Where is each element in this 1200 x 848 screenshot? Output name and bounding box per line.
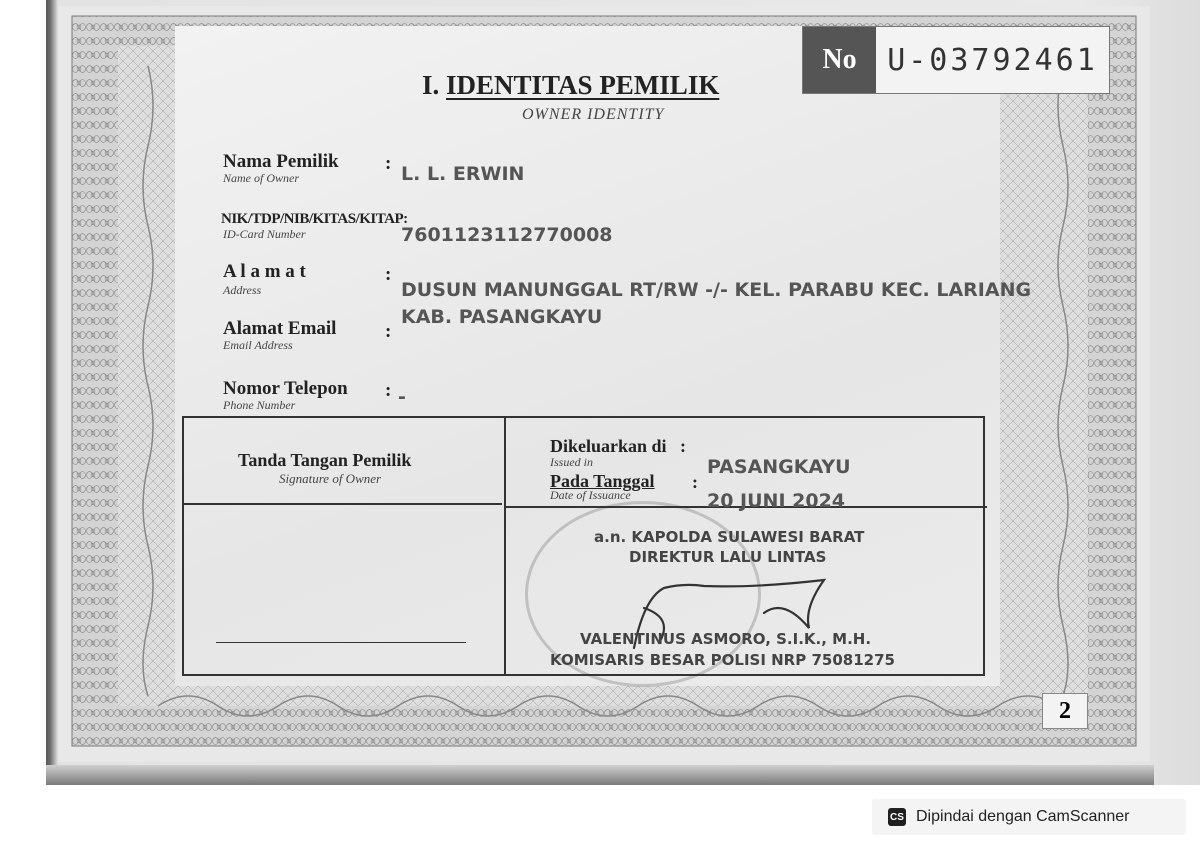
owner-signature-line	[216, 642, 466, 643]
issue-date-value: 20 JUNI 2024	[707, 490, 846, 512]
email-label: Alamat Email	[223, 318, 337, 339]
issued-in-value: PASANGKAYU	[707, 456, 851, 478]
colon: :	[385, 321, 392, 342]
signature-table	[182, 416, 985, 676]
address-value-line2: KAB. PASANGKAYU	[401, 306, 603, 328]
authority-line-2: DIREKTUR LALU LINTAS	[629, 548, 827, 566]
email-sublabel: Email Address	[223, 338, 293, 352]
address-label: A l a m a t	[223, 261, 306, 282]
title-numeral: I.	[422, 70, 440, 100]
address-sublabel: Address	[223, 283, 262, 297]
official-rank: KOMISARIS BESAR POLISI NRP 75081275	[550, 651, 895, 669]
section-subtitle: OWNER IDENTITY	[522, 106, 665, 123]
colon: :	[692, 472, 698, 492]
colon: :	[385, 153, 392, 174]
colon: :	[680, 436, 686, 456]
issue-date-label: Pada Tanggal	[550, 471, 655, 491]
page-number: 2	[1042, 693, 1088, 729]
colon: :	[385, 380, 392, 401]
camscanner-text: Dipindai dengan CamScanner	[916, 808, 1130, 825]
owner-name-sublabel: Name of Owner	[223, 171, 299, 185]
document-number-box	[802, 26, 1110, 94]
document-number: U-03792461	[876, 27, 1109, 93]
owner-name-label: Nama Pemilik	[223, 151, 339, 172]
issue-date-sublabel: Date of Issuance	[550, 488, 631, 502]
owner-name-value: L. L. ERWIN	[401, 163, 525, 185]
issued-in-sublabel: Issued in	[550, 455, 593, 469]
title-text: IDENTITAS PEMILIK	[446, 70, 720, 100]
table-divider	[184, 503, 502, 505]
number-label: No	[803, 27, 876, 93]
authority-line-1: a.n. KAPOLDA SULAWESI BARAT	[594, 528, 865, 546]
camscanner-watermark	[872, 799, 1186, 835]
issued-in-label: Dikeluarkan di	[550, 436, 667, 456]
id-number-value: 7601123112770008	[401, 224, 613, 246]
phone-sublabel: Phone Number	[223, 398, 296, 412]
id-number-sublabel: ID-Card Number	[223, 227, 306, 241]
owner-signature-label: Tanda Tangan Pemilik	[238, 450, 412, 470]
colon: :	[385, 264, 392, 285]
official-name: VALENTINUS ASMORO, S.I.K., M.H.	[580, 630, 872, 648]
address-value-line1: DUSUN MANUNGGAL RT/RW -/- KEL. PARABU KEC. LARIANG	[401, 279, 1032, 301]
owner-signature-sublabel: Signature of Owner	[279, 471, 382, 486]
id-number-label: NIK/TDP/NIB/KITAS/KITAP:	[221, 211, 408, 227]
table-divider	[504, 418, 506, 674]
section-title	[422, 70, 719, 101]
phone-label: Nomor Telepon	[223, 378, 348, 399]
camscanner-icon: CS	[888, 808, 906, 826]
scan-edge	[46, 765, 1154, 785]
phone-value: -	[398, 386, 406, 408]
